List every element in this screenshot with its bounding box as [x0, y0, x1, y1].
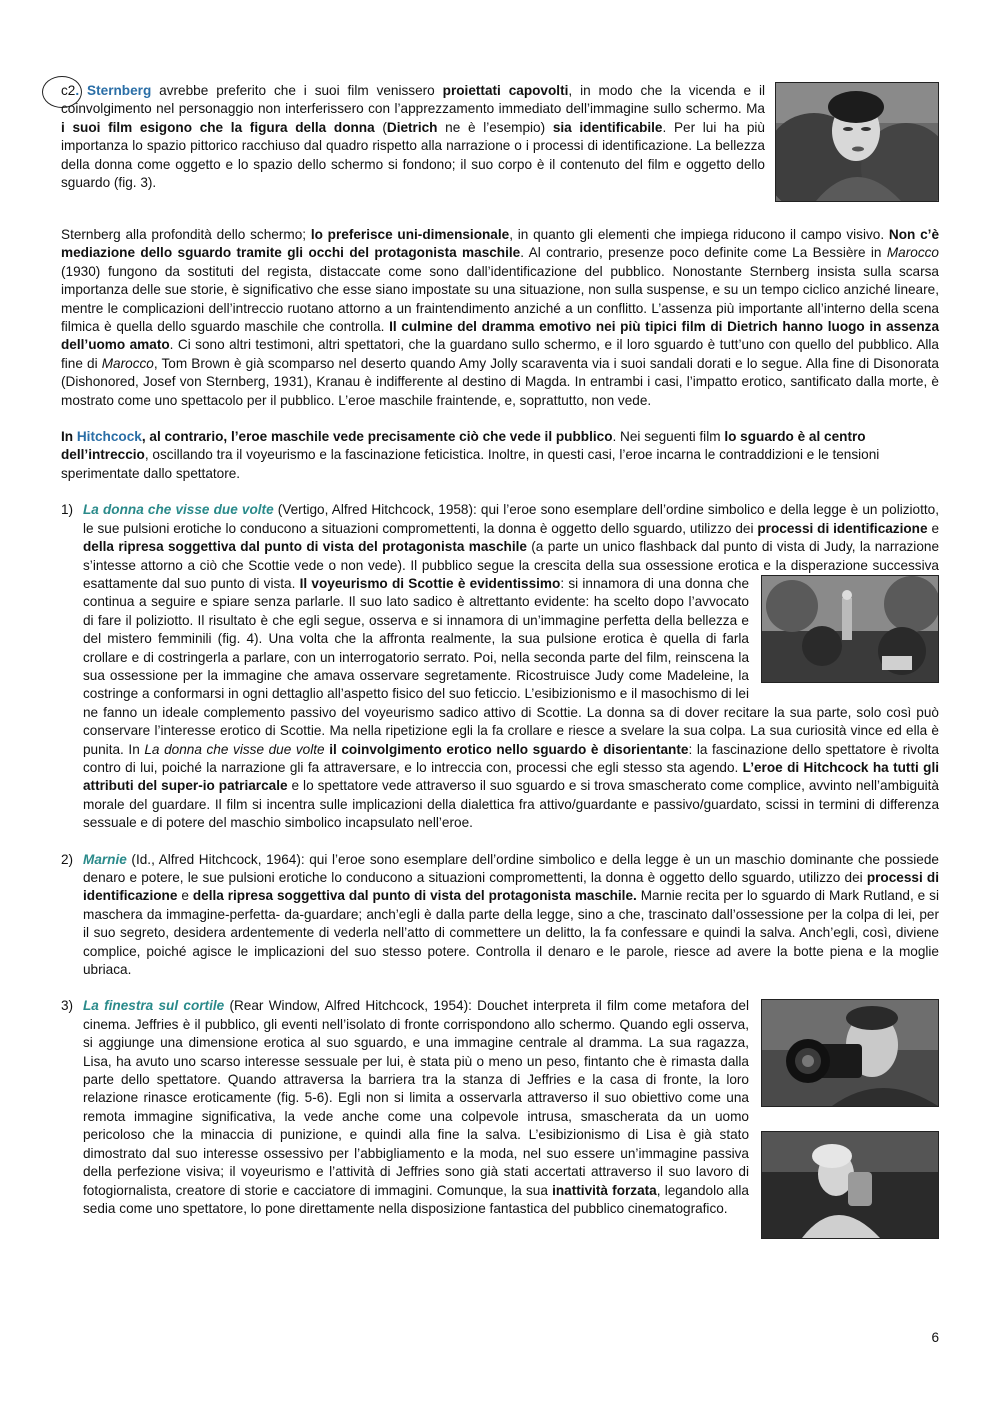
figure-3-dietrich-photo: [775, 82, 939, 202]
figure-6-lisa-photo: [761, 1131, 939, 1239]
film-title-rear-window: La finestra sul cortile: [83, 998, 225, 1014]
list-item-rear-window: 3) La finestra sul cortile (Rear Window, Alfred Hitchcock, 1954): Douchet interpreta il film come metafora del cinema. Jeffries è il pubblico, gli eventi nell’isolato di fronte corrispondono allo schermo. Quando egli osserva, si aggiunge una dimensione erotica al suo sguardo, e una immagine centrale al dramma. La sua ragazza, Lisa, ha avuto uno scarso interesse sessuale per lui, è stata più o meno un peso, fintanto che è rimasta dalla parte dello spettatore. Quando attraversa la barriera tra la stanza di Jeffries e la casa di fronte, la loro relazione rinasce eroticamente (fig. 5-6). Egli non si limita a osservarla attraverso il suo obiettivo come una remota immagine significativa, la vede anche come una colpevole intrusa, smascherata da un uomo pericoloso che la minaccia di punizione, e quindi alla fine la salva. L’esibizionismo di Lisa è già stato dimostrato dal suo interesse ossessivo per l’abbigliamento e la moda, nel suo essere un’immagine passiva della perfezione visiva; il voyeurismo e l’attività di Jeffries sono già stati accertati attraverso il suo lavoro di fotogiornalista, creatore di storie e cacciatore di immagini. Comunque, la sua inattività forzata, legandolo alla sedia come uno spettatore, lo pone direttamente nella disposizione fantastica del pubblico cinematografico.: [61, 997, 939, 1218]
figure-4-vertigo-photo: [761, 575, 939, 683]
page-number: 6: [931, 1330, 939, 1345]
document-body: [61, 82, 939, 1243]
list-item-marnie: 2) Marnie (Id., Alfred Hitchcock, 1964): qui l’eroe sono esemplare dell’ordine simbolico e della legge è un un maschio dominante che possiede denaro e potere, le sue pulsioni erotiche lo conducono a situazioni compromettenti, la donna è oggetto dello sguardo, utilizzo dei processi di identificazione e della ripresa soggettiva dal punto di vista del protagonista maschile. Marnie recita per lo sguardo di Mark Rutland, e si maschera da immagine-perfetta- da-guardare; anch’egli è dalla parte della legge, sino a che, trascinato dall’ossessione per la colpa di lei, per il suo segreto, desidera ardentemente di vederla nell’atto di commettere un delitto, la fa confessare e quindi la salva. Anch’egli, così, diviene complice, poiché agisce le implicazioni del suo stesso potere. Controlla il denaro e le parole, riesce ad avere la botte piena e la moglie ubriaca.: [61, 851, 939, 978]
name-hitchcock: Hitchcock: [76, 429, 142, 445]
film-title-vertigo: La donna che visse due volte: [83, 502, 274, 518]
list-item-vertigo: 1) La donna che visse due volte (Vertigo, Alfred Hitchcock, 1958): qui l’eroe sono esemplare dell’ordine simbolico e della legge è un poliziotto, le sue pulsioni erotiche lo conducono a situazioni compromettenti, la donna è oggetto dello sguardo, utilizzo dei processi di identificazione e della ripresa soggettiva dal punto di vista del protagonista maschile (a parte un unico flashback dal punto di vista di Judy, la narrazione s’intesse attorno a ciò che Scottie vede o non vede). Il pubblico segue la crescita della sua ossessione erotica e la disperazione successiva esattamente dal suo punto di vista. Il voyeurismo di Scottie è evidentissimo: si innamora di una donna che continua a seguire e spiare senza parlarle. Il suo lato sadico è altrettanto evidente: ha scelto dopo l’avvocato di fare il poliziotto. Il risultato è che egli segue, osserva e si innamora di un’immagine perfetta della bellezza e del mistero femminili (fig. 4). Una volta che la affronta realmente, la sua pulsione erotica è quella di farla crollare e di costringerla a parlare, con un interrogatorio serrato. Poi, nella seconda parte del film, reinscena la sua ossessione per la immagine che amava osservare segretamente. Ricostruisce Judy come Madeleine, la costringe a conformarsi in ogni dettaglio all’aspetto fisico del suo feticcio. L’esibizionismo e il masochismo di lei ne fanno un ideale complemento passivo del voyeurismo sadico attivo di Scottie. La donna sa di dover recitare la sua parte, solo così può conservare l’interesse erotico di Scottie. Ma nella ripetizione egli la fa crollare e riesce a svelare la sua colpa. La sua curiosità vince ed ella è punita. In La donna che visse due volte il coinvolgimento erotico nello sguardo è disorientante: la fascinazione dello spettatore è rivolta contro di lui, poiché la narrazione gli fa attraversare, e lo intreccia con, processi che egli stesso sta agendo. L’eroe di Hitchcock ha tutti gli attributi del super-io patriarcale e lo spettatore vede attraverso il suo sguardo e si trova smascherato come complice, avvinto nell’ambiguità morale del guardare. Il film si incentra sulle implicazioni della dialettica fra attivo/guardante e passivo/guardato, scissi in termini di differenza sessuale e di potere del maschio simbolico incapsulato nell’eroe.: [61, 502, 940, 831]
name-sternberg: Sternberg: [87, 83, 152, 98]
paragraph-sternberg-depth: Sternberg alla profondità dello schermo; lo preferisce uni-dimensionale, in quanto gli elementi che impiega riducono il campo visivo. Non c’è mediazione dello sguardo tramite gli occhi del protagonista maschile. Al contrario, presenze poco definite come La Bessière in Marocco (1930) fungono da sostituti del regista, distaccate come sono dall’identificazione del pubblico. Nonostante Sternberg insista sulla scarsa importanza delle sue storie, è significativo che esse siano impostate su una situazione, non sulla suspense, e su un tempo ciclico anziché lineare, mentre le complicazioni dell’intreccio ruotano attorno a un fraintendimento anziché a un conflitto. L’assenza più importante all’interno della scena filmica è quella dello sguardo maschile che controlla. Il culmine del dramma emotivo nei più tipici film di Dietrich hanno luogo in assenza dell’uomo amato. Ci sono altri testimoni, altri spettatori, che la guardano sullo schermo, e il loro sguardo è tutt’uno con quello del pubblico. Alla fine di Marocco, Tom Brown è già scomparso nel deserto quando Amy Jolly scaraventa via i suoi sandali dorati e lo segue. Alla fine di Disonorata (Dishonored, Josef von Sternberg, 1931), Kranau è indifferente al destino di Magda. In entrambi i casi, l’impatto erotico, santificato dalla morte, è mostrato come uno spettacolo per il pubblico. L’eroe maschile fraintende, e, soprattutto, non vede.: [61, 227, 940, 408]
paragraph-hitchcock-intro: In Hitchcock, al contrario, l’eroe maschile vede precisamente ciò che vede il pubblico. Nei seguenti film lo sguardo è al centro dell’intreccio, oscillando tra il voyeurismo e la fascinazione feticistica. Inoltre, in questi casi, l’eroe incarna le contraddizioni e le tensioni sperimentate dallo spettatore.: [61, 429, 880, 481]
figure-5-jeffries-camera-photo: [761, 999, 939, 1107]
paragraph-sternberg-intro: c2. Sternberg avrebbe preferito che i suoi film venissero proiettati capovolti, in modo che la vicenda e il coinvolgimento nel personaggio non interferissero con l’apprezzamento immediato dell’immagine sullo schermo. Ma i suoi film esigono che la figura della donna (Dietrich ne è l’esempio) sia identificabile. Per lui ha più importanza lo spazio pittorico racchiuso dal quadro rispetto alla narrazione o i processi di identificazione. La bellezza della donna come oggetto e lo spazio dello schermo si fondono; il suo corpo è il contenuto del film e oggetto dello sguardo (fig. 3).: [61, 83, 765, 191]
film-title-marnie: Marnie: [83, 851, 127, 867]
